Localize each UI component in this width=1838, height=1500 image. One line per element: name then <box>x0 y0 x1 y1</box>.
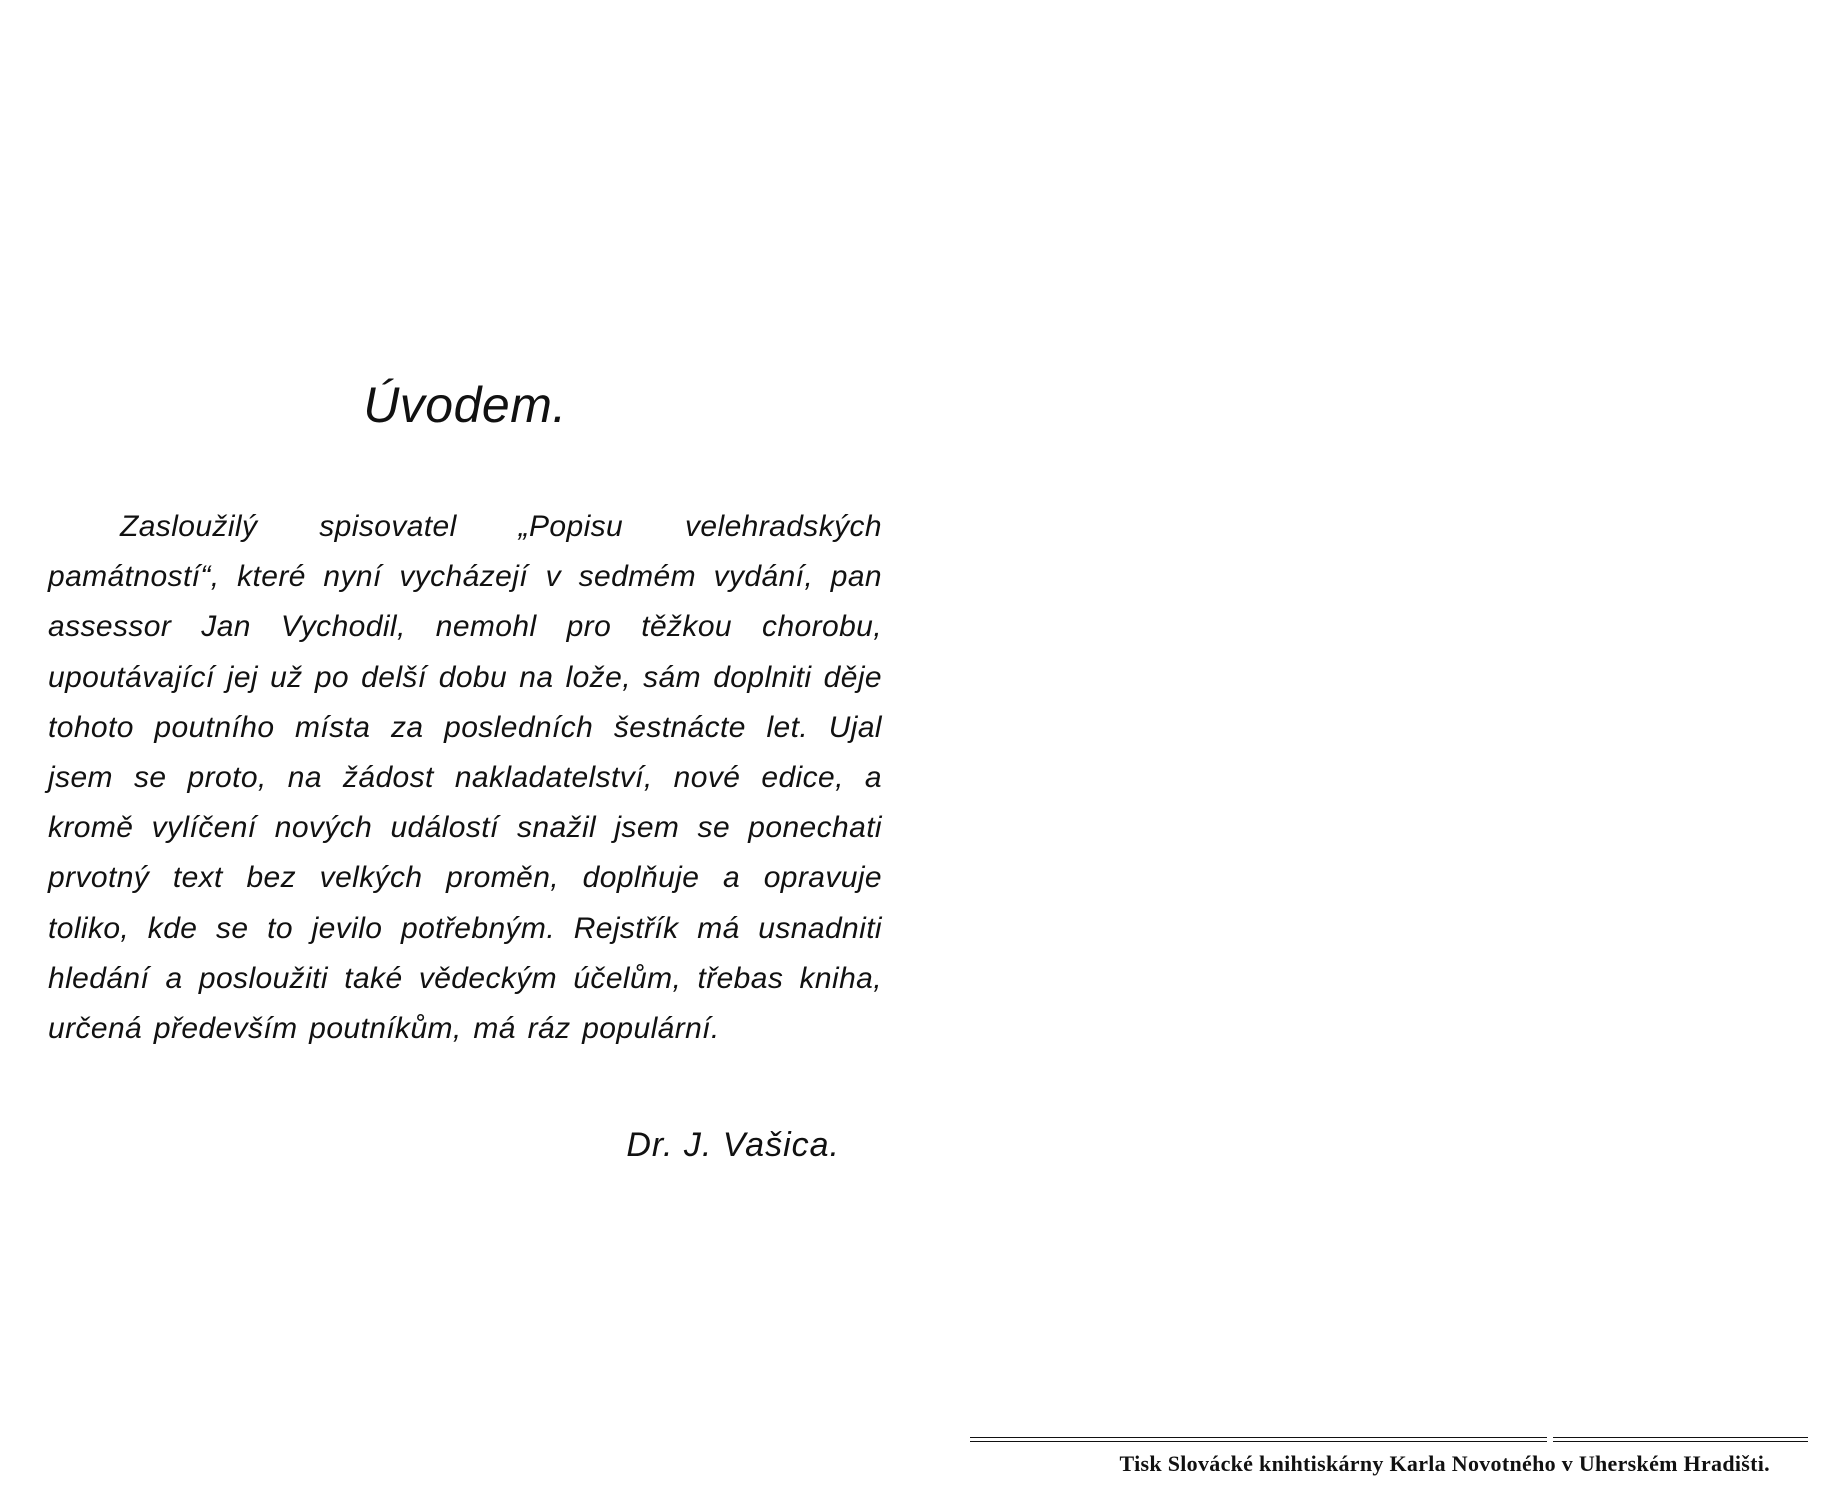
double-rule-long <box>970 1437 1547 1442</box>
page-heading: Úvodem. <box>363 377 567 433</box>
introduction-paragraph: Zasloužilý spisovatel „Popisu velehradských památností“, které nyní vycházejí v sedmém vydání, pan assessor Jan Vychodil, nemohl pro těžkou chorobu, upoutávající jej už po delší dobu na lože, sám doplniti děje tohoto poutního místa za posledních šestnácte let. Ujal jsem se proto, na žádost nakladatelství, nové edice, a kromě vylíčení nových událostí snažil jsem se ponechati prvotný text bez velkých proměn, doplňuje a opravuje toliko, kde se to jevilo potřebným. Rejstřík má usnadniti hledání a posloužiti také vědeckým účelům, třebas kniha, určená především poutníkům, má ráz populární. <box>48 510 882 1046</box>
author-signature: Dr. J. Vašica. <box>626 1126 840 1164</box>
double-rule-divider <box>970 1437 1808 1442</box>
printer-note: Tisk Slovácké knihtiskárny Karla Novotného v Uherském Hradišti. <box>1119 1451 1770 1476</box>
colophon <box>970 1437 1808 1478</box>
double-rule-short <box>1553 1437 1808 1442</box>
